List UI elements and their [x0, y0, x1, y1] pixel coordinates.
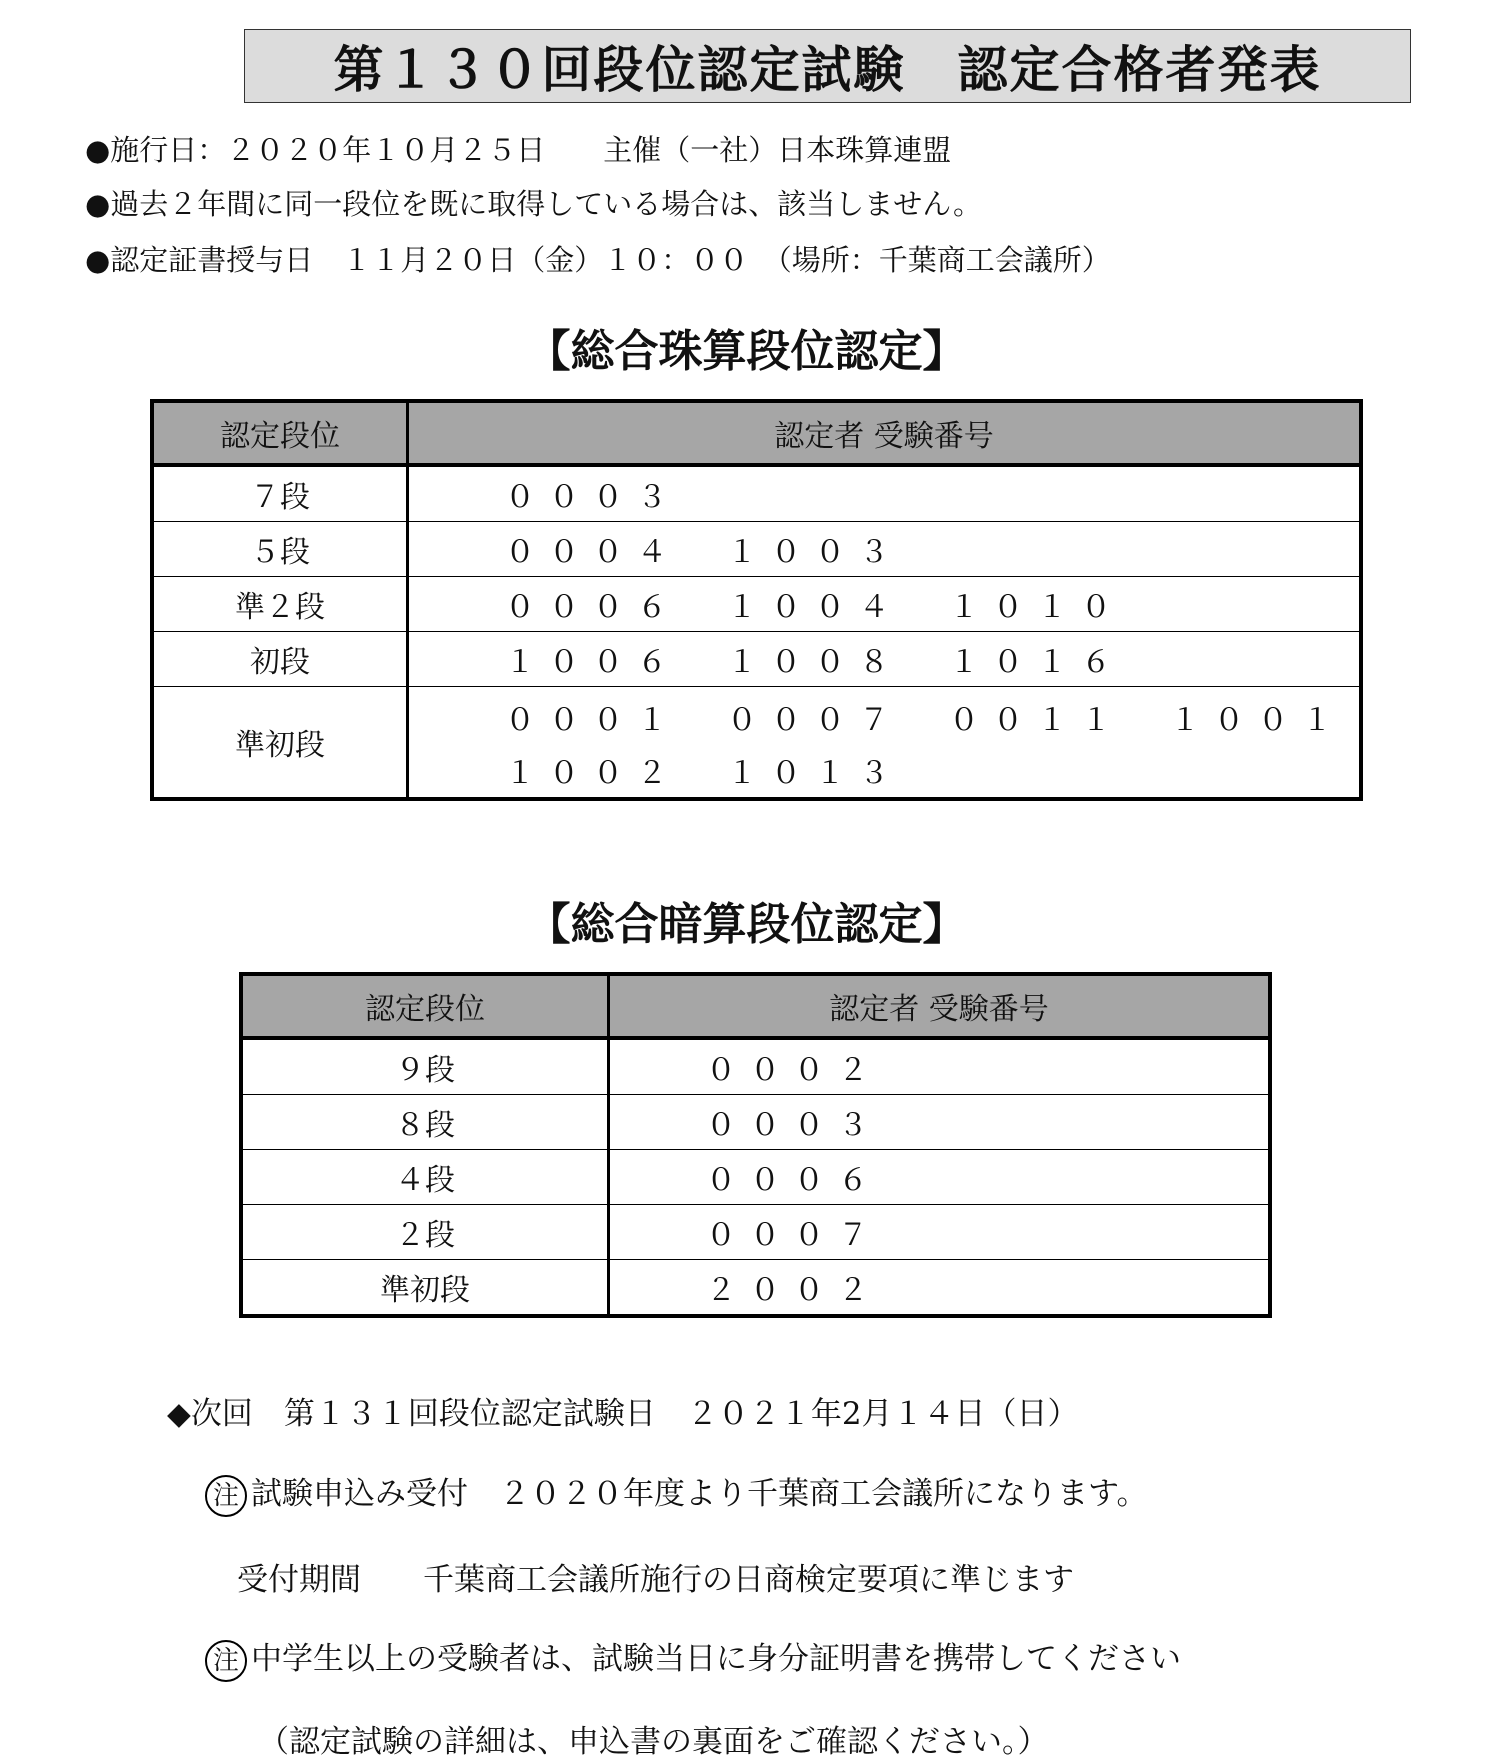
- grade-cell: ７段: [152, 465, 408, 522]
- table-row: [152, 465, 1361, 522]
- exam-number: １００２: [505, 755, 681, 791]
- exam-number: ０００７: [706, 1218, 882, 1253]
- note-id: [205, 1633, 1181, 1682]
- table-row: [152, 522, 1361, 577]
- exam-number: ２００２: [706, 1273, 882, 1308]
- exam-number: １０１０: [949, 590, 1125, 625]
- grade-cell: ９段: [241, 1038, 609, 1095]
- anzan-table: [239, 972, 1272, 1318]
- exam-number: １００１: [1170, 702, 1346, 738]
- grade-cell: ２段: [241, 1205, 609, 1260]
- info-date: ●施行日：２０２０年１０月２５日 主催（一社）日本珠算連盟: [85, 133, 952, 167]
- exam-number: ０００２: [706, 1053, 882, 1088]
- grade-cell: 準初段: [152, 687, 408, 800]
- numbers-cell: [408, 465, 1362, 522]
- exam-number: ００１１: [949, 702, 1125, 738]
- exam-number: １０１６: [949, 645, 1125, 680]
- header-numbers: 認定者 受験番号: [408, 401, 1362, 465]
- numbers-cell: [609, 1205, 1271, 1260]
- note-mark-icon: 注: [205, 1475, 247, 1517]
- table-row: [152, 577, 1361, 632]
- exam-number: １００８: [727, 645, 903, 680]
- numbers-cell: [408, 577, 1362, 632]
- numbers-cell: [408, 522, 1362, 577]
- exam-number: ０００３: [505, 480, 681, 515]
- table-row: [152, 632, 1361, 687]
- reception-period: 受付期間 千葉商工会議所施行の日商検定要項に準じます: [237, 1562, 1074, 1598]
- grade-cell: ５段: [152, 522, 408, 577]
- page-title: 第１３０回段位認定試験 認定合格者発表: [244, 29, 1411, 103]
- table-row: [241, 1150, 1270, 1205]
- table-row: [241, 1038, 1270, 1095]
- note-id-text: 中学生以上の受験者は、試験当日に身分証明書を携帯してください: [251, 1641, 1181, 1677]
- table-row: [241, 1205, 1270, 1260]
- numbers-cell: [609, 1260, 1271, 1317]
- exam-number: ０００６: [505, 590, 681, 625]
- header-grade: 認定段位: [241, 974, 609, 1038]
- exam-number: ０００４: [505, 535, 681, 570]
- exam-number: １００４: [727, 590, 903, 625]
- table-row: [241, 1095, 1270, 1150]
- exam-number: １００３: [727, 535, 903, 570]
- table-row: [241, 1260, 1270, 1317]
- table-row: [152, 687, 1361, 800]
- numbers-cell: [609, 1095, 1271, 1150]
- info-condition: ●過去２年間に同一段位を既に取得している場合は、該当しません。: [85, 187, 983, 221]
- exam-number: １００６: [505, 645, 681, 680]
- next-exam: ◆次回 第１３１回段位認定試験日 ２０２１年2月１４日（日）: [167, 1396, 1079, 1432]
- exam-number: １０１３: [727, 755, 903, 791]
- exam-number: ０００７: [727, 702, 903, 738]
- grade-cell: 初段: [152, 632, 408, 687]
- grade-cell: 準初段: [241, 1260, 609, 1317]
- grade-cell: ８段: [241, 1095, 609, 1150]
- numbers-cell: [609, 1150, 1271, 1205]
- note-application-text: 試験申込み受付 ２０２０年度より千葉商工会議所になります。: [251, 1476, 1148, 1512]
- detail-note: （認定試験の詳細は、申込書の裏面をご確認ください。）: [258, 1724, 1049, 1760]
- note-application: [205, 1468, 1148, 1517]
- grade-cell: 準２段: [152, 577, 408, 632]
- header-grade: 認定段位: [152, 401, 408, 465]
- numbers-cell: [408, 632, 1362, 687]
- anzan-heading: 【総合暗算段位認定】: [526, 899, 967, 950]
- exam-number: ０００３: [706, 1108, 882, 1143]
- exam-number: ０００６: [706, 1163, 882, 1198]
- soroban-table: [150, 399, 1363, 801]
- numbers-cell: [609, 1038, 1271, 1095]
- soroban-heading: 【総合珠算段位認定】: [526, 326, 967, 377]
- note-mark-icon: 注: [205, 1640, 247, 1682]
- header-numbers: 認定者 受験番号: [609, 974, 1271, 1038]
- grade-cell: ４段: [241, 1150, 609, 1205]
- numbers-cell: [408, 687, 1362, 800]
- info-ceremony: ●認定証書授与日 １１月２０日（金）１０：００ （場所：千葉商工会議所）: [85, 243, 1111, 277]
- exam-number: ０００１: [505, 702, 681, 738]
